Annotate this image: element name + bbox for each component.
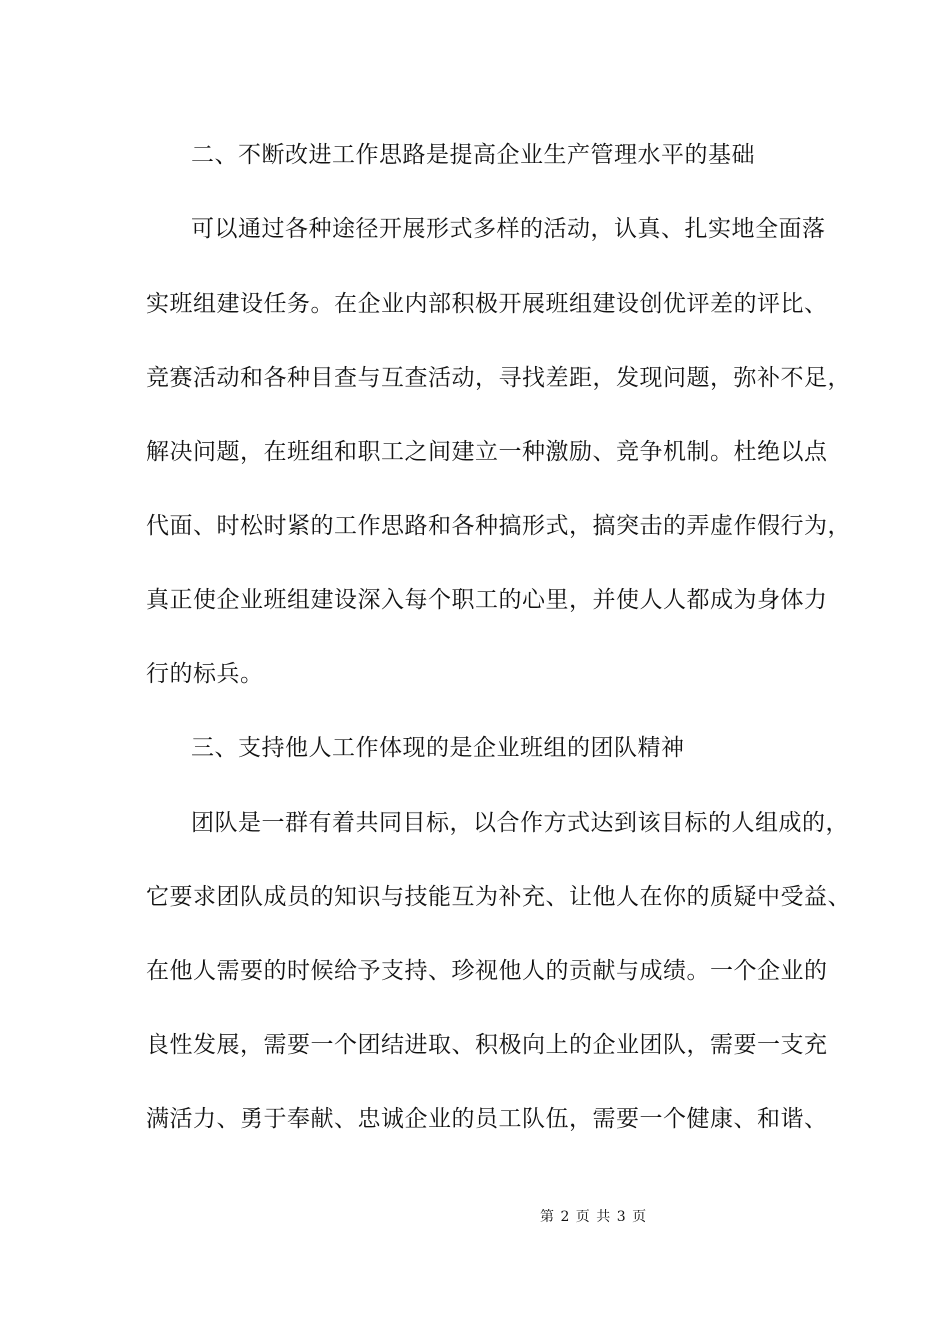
section-heading-2: 二、不断改进工作思路是提高企业生产管理水平的基础 <box>191 142 755 168</box>
paragraph-line: 解决问题，在班组和职工之间建立一种激励、竞争机制。杜绝以点 <box>146 439 828 465</box>
page-number: 第 2 页 共 3 页 <box>540 1209 648 1225</box>
paragraph-line: 真正使企业班组建设深入每个职工的心里，并使人人都成为身体力 <box>146 587 828 613</box>
paragraph-line: 它要求团队成员的知识与技能互为补充、让他人在你的质疑中受益、 <box>146 884 851 910</box>
paragraph-line: 竞赛活动和各种目查与互查活动，寻找差距，发现问题，弥补不足， <box>146 365 851 391</box>
paragraph-line: 良性发展，需要一个团结进取、积极向上的企业团队，需要一支充 <box>146 1032 828 1058</box>
paragraph-line: 可以通过各种途径开展形式多样的活动，认真、扎实地全面落 <box>191 216 826 242</box>
paragraph-line: 满活力、勇于奉献、忠诚企业的员工队伍，需要一个健康、和谐、 <box>146 1106 828 1132</box>
paragraph-line: 行的标兵。 <box>146 661 264 687</box>
paragraph-line: 代面、时松时紧的工作思路和各种搞形式，搞突击的弄虚作假行为， <box>146 513 851 539</box>
paragraph-line: 团队是一群有着共同目标，以合作方式达到该目标的人组成的， <box>191 810 849 836</box>
section-heading-3: 三、支持他人工作体现的是企业班组的团队精神 <box>191 735 685 761</box>
paragraph-line: 在他人需要的时候给予支持、珍视他人的贡献与成绩。一个企业的 <box>146 958 828 984</box>
paragraph-line: 实班组建设任务。在企业内部积极开展班组建设创优评差的评比、 <box>146 291 828 317</box>
